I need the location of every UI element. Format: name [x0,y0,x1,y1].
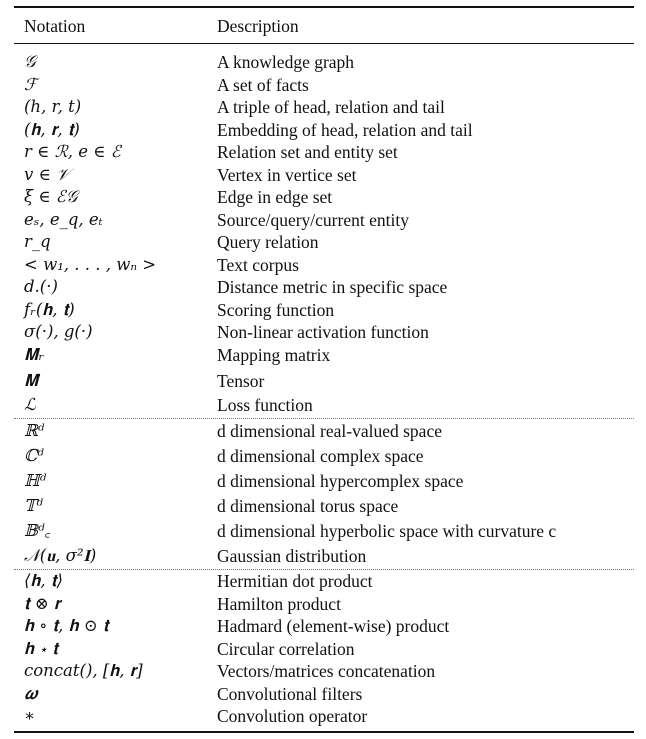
table-row [14,186,634,208]
top-rule [14,6,634,8]
description-cell: Edge in edge set [217,187,333,207]
description-cell: Source/query/current entity [217,209,409,230]
description-cell: Non-linear activation function [217,322,429,342]
table-row [14,119,634,141]
notation-cell: r ∈ ℛ, e ∈ ℰ [24,142,121,161]
notation-cell: 𝐭 ⊗ 𝐫 [24,593,61,613]
table-row [14,638,634,660]
description-cell: A knowledge graph [217,52,355,72]
description-cell: d dimensional real-valued space [217,421,442,441]
notation-cell: 𝔹ᵈ꜀ [24,521,51,540]
notation-cell: ℱ [24,74,37,94]
table-row [14,520,634,542]
table-row [14,276,634,298]
table-row [14,660,634,682]
description-cell: Mapping matrix [217,344,331,365]
notation-cell: 𝐌̂ [24,371,39,390]
notation-cell: ℒ [24,395,36,414]
description-cell: Hermitian dot product [217,571,373,591]
description-cell: A set of facts [217,74,309,95]
description-cell: Circular correlation [217,638,355,659]
description-cell: Text corpus [217,254,299,275]
table-row [14,445,634,467]
notation-cell: d.(·) [24,277,58,296]
group-separator [14,418,634,419]
table-row [14,231,634,253]
description-cell: Vectors/matrices concatenation [217,661,436,681]
table-row [14,394,634,416]
notation-cell: 𝕋ᵈ [24,496,43,515]
description-cell: d dimensional hypercomplex space [217,471,464,491]
notation-cell: fᵣ(𝐡, 𝐭) [24,299,75,319]
notation-header: Notation [24,16,86,36]
description-cell: A triple of head, relation and tail [217,97,445,117]
description-cell: Loss function [217,395,313,415]
table-row [14,96,634,118]
description-cell: d dimensional torus space [217,496,399,516]
table-row [14,495,634,517]
table-row [14,51,634,73]
table-row [14,615,634,637]
description-cell: Relation set and entity set [217,142,398,162]
description-cell: Scoring function [217,299,335,320]
description-cell: Hadmard (element-wise) product [217,616,450,636]
notation-cell: r_q [24,232,51,251]
table-row [14,141,634,163]
table-row [14,164,634,186]
notation-cell: ℝᵈ [24,421,45,440]
description-cell: Convolution operator [217,706,368,726]
table-row [14,254,634,276]
notation-cell: v ∈ 𝒱 [24,164,70,184]
table-row [14,209,634,231]
table-row [14,683,634,705]
table-row [14,321,634,343]
description-header: Description [217,16,299,36]
description-cell: d dimensional complex space [217,446,424,466]
description-cell: Tensor [217,371,265,391]
table-row [14,74,634,96]
description-cell: Vertex in vertice set [217,164,357,185]
header-row [14,12,634,40]
table-row [14,570,634,592]
table-row [14,705,634,727]
table-row [14,370,634,392]
notation-cell: ⟨𝐡, 𝐭⟩ [24,571,63,590]
description-cell: Query relation [217,232,319,252]
description-cell: Convolutional filters [217,683,363,704]
notation-cell: ∗ [24,706,36,725]
notation-cell: σ(·), g(·) [24,322,93,341]
table-row [14,420,634,442]
bottom-rule [14,731,634,733]
notation-cell: ℂᵈ [24,446,44,465]
table-row [14,344,634,366]
description-cell: Hamilton product [217,593,341,614]
notation-cell: 𝒢 [24,52,36,71]
notation-cell: < w₁, . . . , wₙ > [24,254,157,274]
description-cell: Gaussian distribution [217,546,367,566]
table-row [14,593,634,615]
notation-cell: ℍᵈ [24,471,47,490]
header-rule [14,43,634,44]
notation-cell: eₛ, e_q, eₜ [24,209,103,229]
table-row [14,470,634,492]
notation-cell: (h, r, t) [24,97,82,116]
notation-cell: ξ ∈ ℰ𝒢 [24,187,78,206]
table-row [14,299,634,321]
notation-cell: 𝒩(𝐮, σ²𝐈) [24,546,97,565]
notation-cell: 𝐡 ⋆ 𝐭 [24,638,58,658]
description-cell: d dimensional hyperbolic space with curvature c [217,521,557,541]
notation-cell: (𝐡, 𝐫, 𝐭) [24,119,80,139]
notation-cell: 𝝎 [24,683,38,703]
notation-cell: 𝐌ᵣ [24,344,45,364]
table-row [14,545,634,567]
notation-cell: concat(), [𝐡, 𝐫] [24,661,143,680]
description-cell: Embedding of head, relation and tail [217,119,473,140]
notation-cell: 𝐡 ∘ 𝐭, 𝐡 ⊙ 𝐭 [24,616,109,635]
description-cell: Distance metric in specific space [217,277,448,297]
